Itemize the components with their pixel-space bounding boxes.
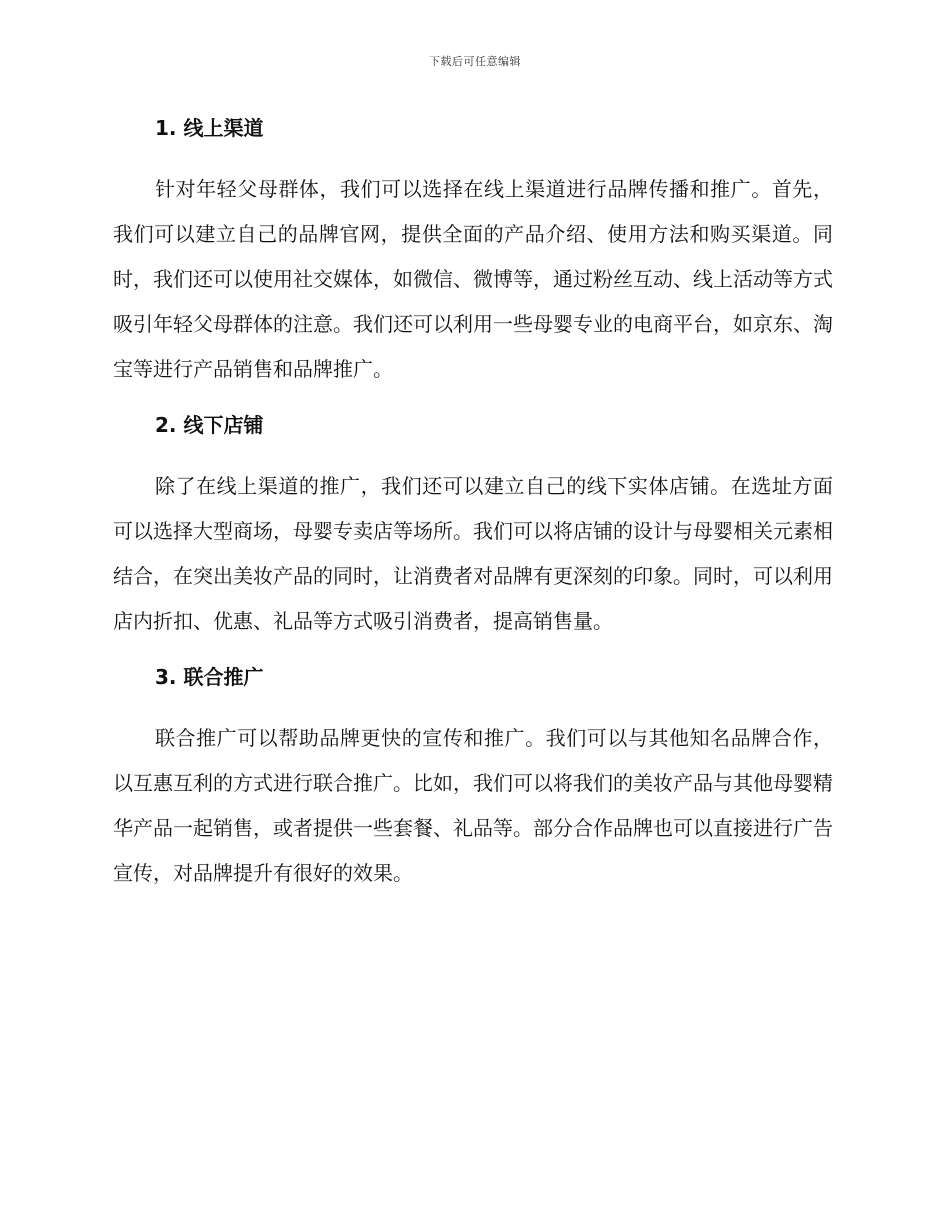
section-body-online-channels: 针对年轻父母群体，我们可以选择在线上渠道进行品牌传播和推广。首先，我们可以建立自己的品牌官网，提供全面的产品介绍、使用方法和购买渠道。同时，我们还可以使用社交媒体，如微信、微博等，通过粉丝互动、线上活动等方式吸引年轻父母群体的注意。我们还可以利用一些母婴专业的电商平台，如京东、淘宝等进行产品销售和品牌推广。 [113,177,833,381]
section-heading-joint-promotion: 3. 联合推广 [155,665,264,689]
section-heading-offline-stores: 2. 线下店铺 [155,413,264,437]
section-heading-online-channels: 1. 线上渠道 [155,116,264,140]
page-header-note: 下载后可任意编辑 [429,55,521,68]
section-body-joint-promotion: 联合推广可以帮助品牌更快的宣传和推广。我们可以与其他知名品牌合作，以互惠互利的方式进行联合推广。比如，我们可以将我们的美妆产品与其他母婴精华产品一起销售，或者提供一些套餐、礼品等。部分合作品牌也可以直接进行广告宣传，对品牌提升有很好的效果。 [113,726,833,885]
section-body-offline-stores: 除了在线上渠道的推广，我们还可以建立自己的线下实体店铺。在选址方面可以选择大型商场，母婴专卖店等场所。我们可以将店铺的设计与母婴相关元素相结合，在突出美妆产品的同时，让消费者对品牌有更深刻的印象。同时，可以利用店内折扣、优惠、礼品等方式吸引消费者，提高销售量。 [113,474,833,633]
document-content [113,110,833,896]
